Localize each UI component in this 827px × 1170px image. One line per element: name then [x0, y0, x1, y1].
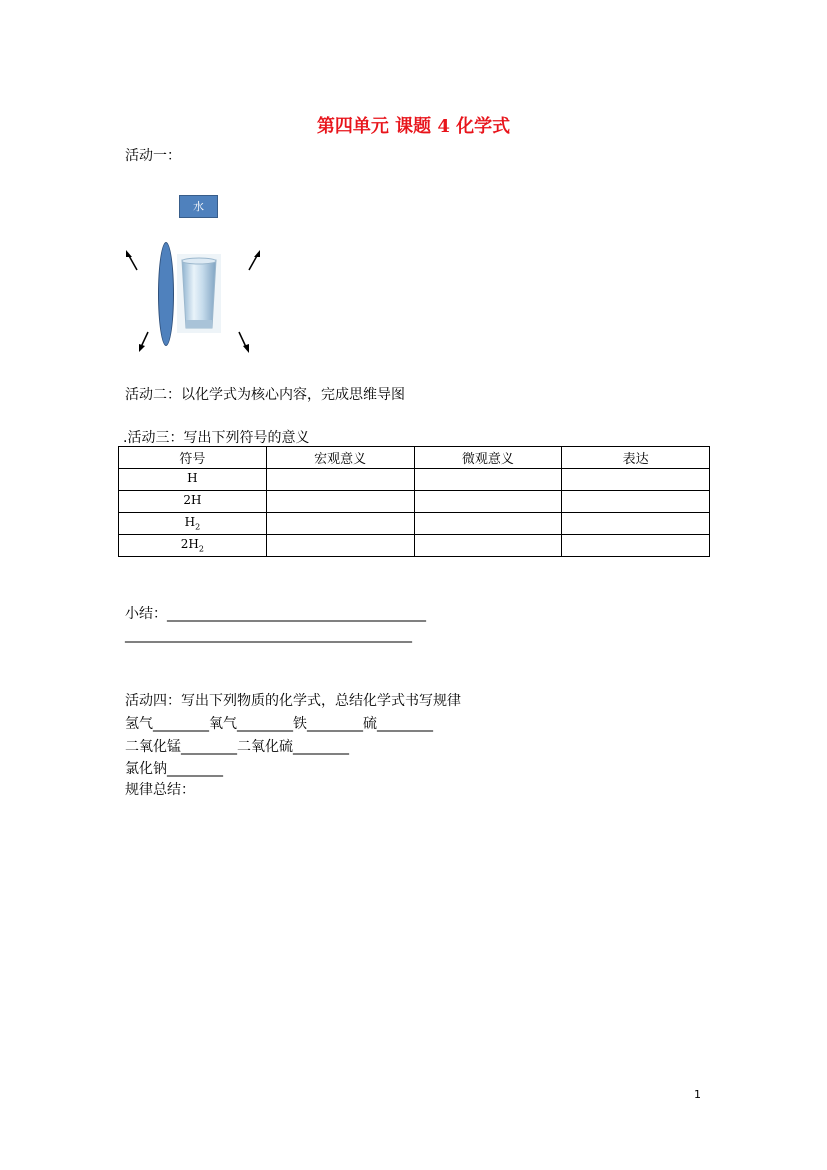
table-header: 微观意义 — [414, 447, 562, 469]
table-header-row — [119, 447, 710, 469]
table-header: 表达 — [562, 447, 710, 469]
symbol-meaning-table — [118, 446, 710, 557]
table-header: 符号 — [119, 447, 267, 469]
activity4-line-3: 氯化钠________ — [125, 761, 223, 777]
symbol-cell: $2H_2$ — [119, 535, 267, 557]
answer-cell[interactable] — [266, 491, 414, 513]
water-box: 水 — [179, 195, 218, 218]
answer-cell[interactable] — [562, 513, 710, 535]
page-number: 1 — [694, 1088, 701, 1101]
arrow-down-right-icon — [230, 328, 260, 358]
activity4-label: 活动四：写出下列物质的化学式，总结化学式书写规律 — [125, 693, 461, 709]
answer-cell[interactable] — [414, 535, 562, 557]
activity1-label: 活动一： — [125, 148, 181, 164]
answer-cell[interactable] — [266, 469, 414, 491]
table-row — [119, 469, 710, 491]
table-row — [119, 491, 710, 513]
table-row — [119, 535, 710, 557]
arrow-up-right-icon — [238, 248, 268, 278]
answer-cell[interactable] — [266, 513, 414, 535]
summary-line-1: 小结：_____________________________________ — [125, 606, 426, 622]
water-glass-image — [177, 254, 221, 333]
page-title: 第四单元 课题 4 化学式 — [316, 116, 511, 137]
arrow-up-left-icon — [120, 248, 150, 278]
symbol-cell: $H_2$ — [119, 513, 267, 535]
activity2-text: 活动二：以化学式为核心内容，完成思维导图 — [125, 387, 405, 403]
arrow-down-left-icon — [132, 328, 162, 358]
answer-cell[interactable] — [562, 491, 710, 513]
table-header: 宏观意义 — [266, 447, 414, 469]
activity4-line-1: 氢气________氧气________铁________硫________ — [125, 716, 433, 732]
answer-cell[interactable] — [562, 469, 710, 491]
answer-cell[interactable] — [414, 469, 562, 491]
symbol-cell: 2H — [119, 491, 267, 513]
activity4-line-2: 二氧化锰________二氧化硫________ — [125, 739, 349, 755]
activity3-label: .活动三：写出下列符号的意义 — [123, 430, 310, 446]
summary-line-2: _________________________________________ — [125, 627, 412, 643]
answer-cell[interactable] — [414, 491, 562, 513]
table-row — [119, 513, 710, 535]
rule-summary-label: 规律总结： — [125, 782, 195, 798]
symbol-cell: H — [119, 469, 267, 491]
answer-cell[interactable] — [562, 535, 710, 557]
answer-cell[interactable] — [414, 513, 562, 535]
answer-cell[interactable] — [266, 535, 414, 557]
